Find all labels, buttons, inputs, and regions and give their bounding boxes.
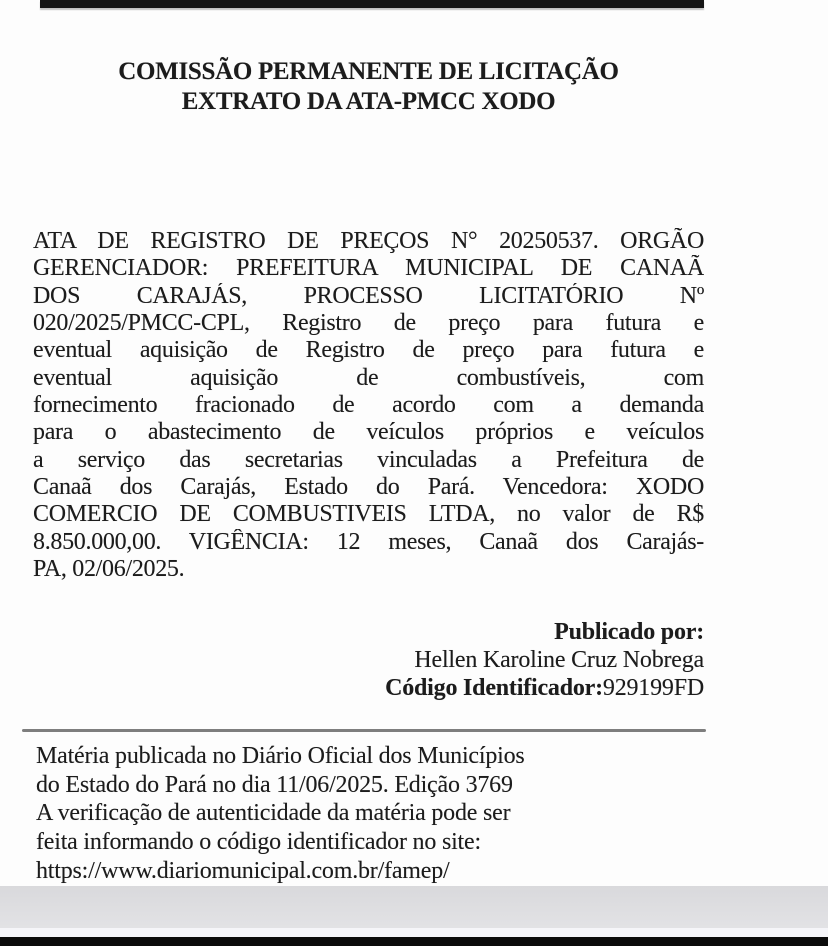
page-edge-light-strip [0, 928, 828, 937]
body-text-line: DOS CARAJÁS, PROCESSO LICITATÓRIO Nº [33, 282, 704, 309]
body-text-line: para o abastecimento de veículos próprios e veículos [33, 419, 704, 446]
document-title [33, 57, 704, 117]
document-title-line-1: COMISSÃO PERMANENTE DE LICITAÇÃO [118, 58, 619, 85]
body-text-line: 8.850.000,00. VIGÊNCIA: 12 meses, Canaã dos Carajás- [33, 528, 704, 555]
divider-rule [22, 729, 706, 732]
document-title-line-2: EXTRATO DA ATA-PMCC XODO [181, 88, 556, 115]
body-text-line: ATA DE REGISTRO DE PREÇOS N° 20250537. ORGÃO [33, 228, 704, 254]
publication-note-line: do Estado do Pará no dia 11/06/2025. Edição 3769 [36, 771, 513, 798]
body-text-line: fornecimento fracionado de acordo com a demanda [33, 392, 704, 419]
body-text-line: GERENCIADOR: PREFEITURA MUNICIPAL DE CANAÃ [33, 255, 704, 282]
publication-note-line: feita informando o código identificador no site: [36, 829, 481, 856]
published-by-block [33, 618, 704, 702]
verification-url: https://www.diariomunicipal.com.br/famep/ [36, 857, 450, 884]
published-by-label: Publicado por: [554, 619, 704, 645]
page-edge-gray-band [0, 886, 828, 928]
publication-note-line: A verificação de autenticidade da matéria pode ser [36, 800, 511, 827]
top-scan-bar [40, 0, 704, 8]
body-text-line: eventual aquisição de combustíveis, com [33, 364, 704, 391]
identifier-line [33, 674, 704, 702]
body-text-line: Canaã dos Carajás, Estado do Pará. Vencedora: XODO [33, 474, 704, 501]
body-text-line: 020/2025/PMCC-CPL, Registro de preço para futura e [33, 310, 704, 337]
published-author-name: Hellen Karoline Cruz Nobrega [414, 647, 704, 673]
publication-note [36, 742, 736, 886]
body-text-line: eventual aquisição de Registro de preço para futura e [33, 337, 704, 364]
body-text-line: a serviço das secretarias vinculadas a Prefeitura de [33, 446, 704, 473]
body-text-line: COMERCIO DE COMBUSTIVEIS LTDA, no valor de R$ [33, 501, 704, 528]
bottom-scan-bar [0, 937, 828, 946]
identifier-value: 929199FD [602, 675, 704, 701]
identifier-label: Código Identificador: [385, 675, 603, 701]
body-paragraph [33, 228, 704, 583]
publication-note-line: Matéria publicada no Diário Oficial dos Municípios [36, 743, 525, 769]
body-text-line: PA, 02/06/2025. [33, 556, 185, 583]
